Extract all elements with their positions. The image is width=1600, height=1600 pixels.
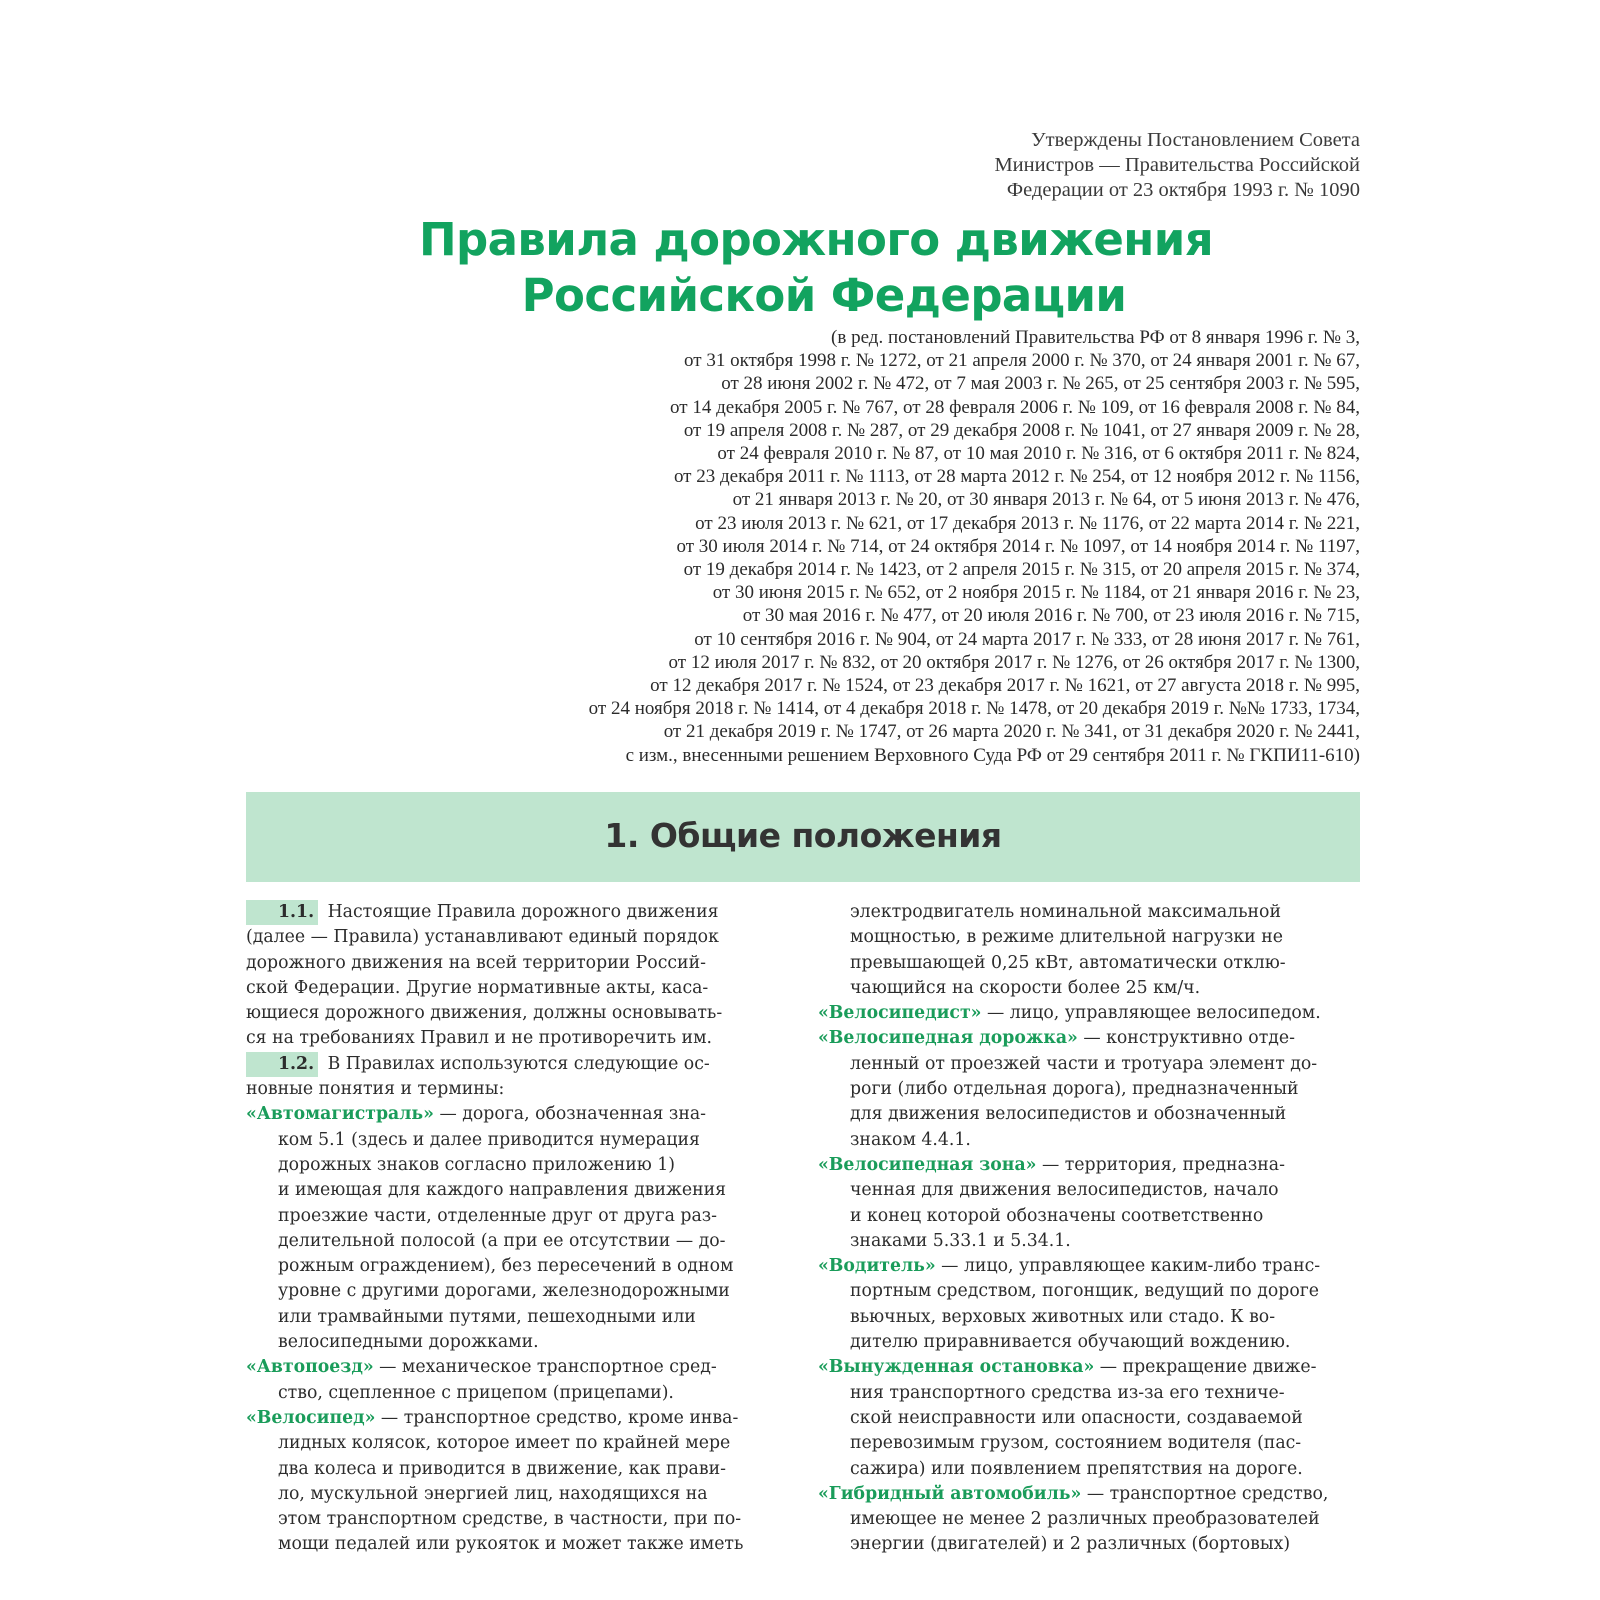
- term-line: [246, 1406, 788, 1431]
- text-line: [818, 900, 1360, 925]
- amendment-line: от 30 мая 2016 г. № 477, от 20 июля 2016 г. № 700, от 23 июля 2016 г. № 715,: [742, 605, 1360, 627]
- text-line: [818, 1102, 1360, 1127]
- text-line: [246, 951, 788, 976]
- line-text: сажира) или появлением препятствия на дороге.: [850, 1458, 1303, 1479]
- section-banner: [246, 792, 1360, 882]
- approval-line: Утверждены Постановлением Совета: [1031, 129, 1360, 151]
- text-line: [818, 1532, 1360, 1557]
- line-text: дителю приравнивается обучающий вождению.: [850, 1332, 1291, 1353]
- line-text: портным средством, погонщик, ведущий по дороге: [850, 1281, 1319, 1302]
- amendment-line: с изм., внесенными решением Верховного Суда РФ от 29 сентября 2011 г. № ГКПИ11-610): [625, 744, 1360, 766]
- line-text: превышающей 0,25 кВт, автоматически отклю-: [850, 952, 1286, 973]
- right-text-column: [818, 900, 1360, 1558]
- line-text: — транспортное средство, кроме инва-: [375, 1407, 739, 1428]
- line-text: — конструктивно отде-: [1077, 1028, 1295, 1049]
- line-text: Настоящие Правила дорожного движения: [322, 902, 719, 922]
- document-title: [240, 212, 1360, 324]
- line-text: новные понятия и термины:: [246, 1079, 505, 1100]
- line-text: ния транспортного средства из-за его техниче-: [850, 1382, 1285, 1403]
- text-line: [246, 1153, 788, 1178]
- term-line: [818, 1482, 1360, 1507]
- line-text: — лицо, управляющее каким-либо транс-: [935, 1256, 1321, 1277]
- amendment-line: от 28 июня 2002 г. № 472, от 7 мая 2003 г. № 265, от 25 сентября 2003 г. № 595,: [721, 373, 1360, 395]
- line-text: ся на требованиях Правил и не противоречить им.: [246, 1028, 713, 1049]
- text-line: [818, 1406, 1360, 1431]
- line-text: энергии (двигателей) и 2 различных (бортовых): [850, 1534, 1291, 1555]
- text-line: [246, 1507, 788, 1532]
- line-text: мощи педалей или рукояток и может также иметь: [278, 1534, 744, 1555]
- text-line: [818, 1229, 1360, 1254]
- defined-term: «Велосипедная дорожка»: [818, 1028, 1078, 1049]
- line-text: ком 5.1 (здесь и далее приводится нумерация: [278, 1129, 700, 1150]
- line-text: — дорога, обозначенная зна-: [433, 1104, 707, 1125]
- line-text: — территория, предназна-: [1036, 1154, 1285, 1175]
- text-line: [246, 1077, 788, 1102]
- left-text-column: [246, 900, 788, 1558]
- amendment-line: от 21 декабря 2019 г. № 1747, от 26 марта 2020 г. № 341, от 31 декабря 2020 г. № 2441,: [663, 721, 1360, 743]
- term-line: [818, 1001, 1360, 1026]
- line-text: перевозимым грузом, состоянием водителя (пас-: [850, 1433, 1302, 1454]
- text-line: [818, 1507, 1360, 1532]
- term-line: [818, 1254, 1360, 1279]
- term-line: [246, 1102, 788, 1127]
- paragraph-start-line: [246, 900, 788, 925]
- defined-term: «Автопоезд»: [246, 1357, 374, 1378]
- line-text: — механическое транспортное сред-: [373, 1357, 717, 1378]
- line-text: или трамвайными путями, пешеходными или: [278, 1306, 696, 1327]
- line-text: — лицо, управляющее велосипедом.: [981, 1003, 1321, 1024]
- amendment-line: от 23 июля 2013 г. № 621, от 17 декабря 2013 г. № 1176, от 22 марта 2014 г. № 221,: [695, 512, 1360, 534]
- text-line: [246, 1381, 788, 1406]
- approval-note: [840, 128, 1360, 203]
- amendment-line: от 19 апреля 2008 г. № 287, от 29 декабря 2008 г. № 1041, от 27 января 2009 г. № 28,: [683, 419, 1360, 441]
- text-line: [246, 1532, 788, 1557]
- line-text: этом транспортном средстве, в частности, при по-: [278, 1509, 742, 1530]
- text-line: [246, 925, 788, 950]
- amendment-line: от 24 февраля 2010 г. № 87, от 10 мая 2010 г. № 316, от 6 октября 2011 г. № 824,: [717, 443, 1360, 465]
- text-line: [246, 1330, 788, 1355]
- amendment-line: от 12 декабря 2017 г. № 1524, от 23 декабря 2017 г. № 1621, от 27 августа 2018 г. № 995,: [650, 675, 1360, 697]
- line-text: два колеса и приводится в движение, как прави-: [278, 1458, 726, 1479]
- defined-term: «Водитель»: [818, 1256, 936, 1277]
- text-line: [246, 1457, 788, 1482]
- approval-line: Министров — Правительства Российской: [994, 154, 1360, 176]
- line-text: знаком 4.4.1.: [850, 1129, 971, 1150]
- text-line: [818, 951, 1360, 976]
- term-line: [818, 1355, 1360, 1380]
- approval-line: Федерации от 23 октября 1993 г. № 1090: [1006, 179, 1360, 201]
- text-line: [818, 1330, 1360, 1355]
- line-text: ской неисправности или опасности, создаваемой: [850, 1407, 1303, 1428]
- defined-term: «Гибридный автомобиль»: [818, 1483, 1082, 1504]
- text-line: [246, 1204, 788, 1229]
- text-line: [818, 1279, 1360, 1304]
- term-line: [818, 1026, 1360, 1051]
- amendment-line: от 19 декабря 2014 г. № 1423, от 2 апреля 2015 г. № 315, от 20 апреля 2015 г. № 374,: [683, 559, 1360, 581]
- amendment-line: от 23 декабря 2011 г. № 1113, от 28 марта 2012 г. № 254, от 12 ноября 2012 г. № 1156,: [673, 466, 1360, 488]
- text-line: [246, 1279, 788, 1304]
- text-line: [818, 1204, 1360, 1229]
- line-text: ченная для движения велосипедистов, начало: [850, 1180, 1279, 1201]
- line-text: мощностью, в режиме длительной нагрузки не: [850, 927, 1283, 948]
- text-line: [246, 976, 788, 1001]
- line-text: вьючных, верховых животных или стадо. К во-: [850, 1306, 1276, 1327]
- line-text: — транспортное средство,: [1081, 1483, 1329, 1504]
- line-text: велосипедными дорожками.: [278, 1332, 539, 1353]
- defined-term: «Автомагистраль»: [246, 1104, 434, 1125]
- line-text: чающийся на скорости более 25 км/ч.: [850, 977, 1201, 998]
- defined-term: «Велосипедная зона»: [818, 1154, 1037, 1175]
- amendments-list: [420, 326, 1360, 767]
- line-text: ство, сцепленное с прицепом (прицепами).: [278, 1382, 674, 1403]
- line-text: и конец которой обозначены соответственно: [850, 1205, 1264, 1226]
- amendment-line: от 10 сентября 2016 г. № 904, от 24 марта 2017 г. № 333, от 28 июня 2017 г. № 761,: [694, 628, 1360, 650]
- line-text: лидных колясок, которое имеет по крайней мере: [278, 1433, 731, 1454]
- text-line: [818, 1128, 1360, 1153]
- line-text: электродвигатель номинальной максимальной: [850, 902, 1281, 922]
- line-text: ющиеся дорожного движения, должны основывать-: [246, 1003, 723, 1024]
- text-line: [818, 1305, 1360, 1330]
- text-line: [818, 1431, 1360, 1456]
- section-title: 1. Общие положения: [604, 816, 1002, 855]
- line-text: для движения велосипедистов и обозначенный: [850, 1104, 1287, 1125]
- text-line: [246, 1001, 788, 1026]
- line-text: уровне с другими дорогами, железнодорожными: [278, 1281, 730, 1302]
- line-text: В Правилах используются следующие ос-: [322, 1053, 710, 1074]
- title-line: Российской Федерации: [521, 269, 1127, 322]
- amendment-line: от 31 октября 1998 г. № 1272, от 21 апреля 2000 г. № 370, от 24 января 2001 г. № 67,: [684, 350, 1360, 372]
- line-text: дорожных знаков согласно приложению 1): [278, 1154, 676, 1175]
- text-line: [818, 976, 1360, 1001]
- line-text: роги (либо отдельная дорога), предназначенный: [850, 1079, 1299, 1100]
- line-text: делительной полосой (а при ее отсутствии — до-: [278, 1230, 726, 1251]
- amendment-line: от 24 ноября 2018 г. № 1414, от 4 декабря 2018 г. № 1478, от 20 декабря 2019 г. №№ 1733, 1734,: [588, 698, 1360, 720]
- amendment-line: от 21 января 2013 г. № 20, от 30 января 2013 г. № 64, от 5 июня 2013 г. № 476,: [732, 489, 1360, 511]
- line-text: ленный от проезжей части и тротуара элемент до-: [850, 1053, 1318, 1074]
- title-line: Правила дорожного движения: [418, 213, 1214, 266]
- line-text: знаками 5.33.1 и 5.34.1.: [850, 1230, 1071, 1251]
- paragraph-start-line: [246, 1052, 788, 1077]
- text-line: [818, 1457, 1360, 1482]
- amendment-line: (в ред. постановлений Правительства РФ от 8 января 1996 г. № 3,: [831, 327, 1360, 348]
- line-text: (далее — Правила) устанавливают единый порядок: [246, 927, 719, 948]
- text-line: [246, 1254, 788, 1279]
- line-text: ло, мускульной энергией лиц, находящихся на: [278, 1483, 708, 1504]
- text-line: [246, 1229, 788, 1254]
- text-line: [246, 1026, 788, 1051]
- line-text: проезжие части, отделенные друг от друга раз-: [278, 1205, 718, 1226]
- text-line: [246, 1128, 788, 1153]
- text-line: [818, 1052, 1360, 1077]
- amendment-line: от 30 июня 2015 г. № 652, от 2 ноября 2015 г. № 1184, от 21 января 2016 г. № 23,: [712, 582, 1360, 604]
- text-line: [246, 1482, 788, 1507]
- text-line: [818, 1077, 1360, 1102]
- line-text: — прекращение движе-: [1094, 1357, 1317, 1378]
- defined-term: «Велосипед»: [246, 1407, 376, 1428]
- paragraph-number: 1.2.: [246, 1052, 318, 1077]
- defined-term: «Вынужденная остановка»: [818, 1357, 1095, 1378]
- text-line: [246, 1178, 788, 1203]
- term-line: [246, 1355, 788, 1380]
- text-line: [818, 1381, 1360, 1406]
- term-line: [818, 1153, 1360, 1178]
- text-line: [246, 1431, 788, 1456]
- amendment-line: от 14 декабря 2005 г. № 767, от 28 февраля 2006 г. № 109, от 16 февраля 2008 г. № 84,: [670, 396, 1360, 418]
- text-line: [818, 1178, 1360, 1203]
- text-line: [246, 1305, 788, 1330]
- defined-term: «Велосипедист»: [818, 1003, 982, 1024]
- line-text: ской Федерации. Другие нормативные акты, каса-: [246, 977, 709, 998]
- amendment-line: от 12 июля 2017 г. № 832, от 20 октября 2017 г. № 1276, от 26 октября 2017 г. № 1300,: [668, 651, 1360, 673]
- line-text: имеющее не менее 2 различных преобразователей: [850, 1509, 1320, 1530]
- line-text: дорожного движения на всей территории Россий-: [246, 952, 706, 973]
- line-text: рожным ограждением), без пересечений в одном: [278, 1256, 734, 1277]
- line-text: и имеющая для каждого направления движения: [278, 1180, 727, 1201]
- text-line: [818, 925, 1360, 950]
- paragraph-number: 1.1.: [246, 900, 318, 925]
- amendment-line: от 30 июля 2014 г. № 714, от 24 октября 2014 г. № 1097, от 14 ноября 2014 г. № 1197,: [676, 535, 1360, 557]
